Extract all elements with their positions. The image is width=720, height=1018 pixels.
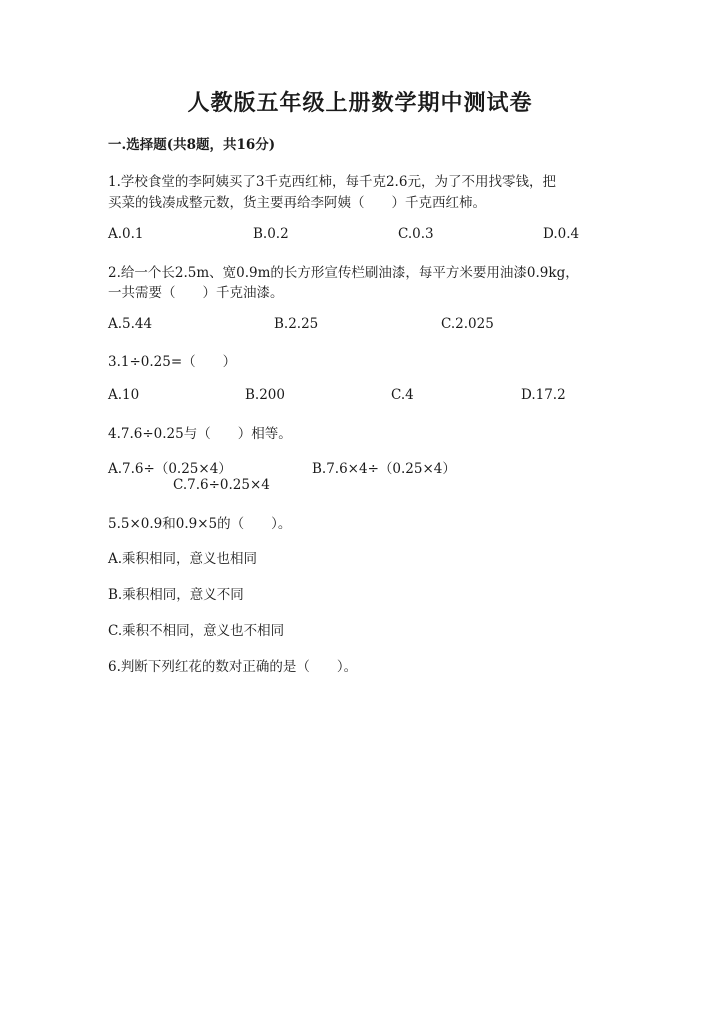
question-5-option-b: B.乘积相同，意义不同 xyxy=(108,587,244,603)
question-3-option-b: B.200 xyxy=(245,387,285,403)
question-1-option-b: B.0.2 xyxy=(253,226,289,242)
page-title: 人教版五年级上册数学期中测试卷 xyxy=(187,90,533,116)
question-3-option-c: C.4 xyxy=(391,387,414,403)
question-2-line-1: 2.给一个长2.5m、宽0.9m的长方形宣传栏刷油漆，每平方米要用油漆0.9kg， xyxy=(108,265,579,281)
question-1-option-c: C.0.3 xyxy=(398,226,434,242)
question-2-line-2: 一共需要（ ）千克油漆。 xyxy=(108,285,284,301)
question-2-option-c: C.2.025 xyxy=(441,316,494,332)
question-3-option-a: A.10 xyxy=(108,387,140,403)
question-3-option-d: D.17.2 xyxy=(521,387,566,403)
question-4-option-c: C.7.6÷0.25×4 xyxy=(173,477,270,493)
question-5-line-1: 5.5×0.9和0.9×5的（ ）。 xyxy=(108,516,292,532)
question-1-option-a: A.0.1 xyxy=(108,226,144,242)
question-6-line-1: 6.判断下列红花的数对正确的是（ ）。 xyxy=(108,659,358,675)
question-2-option-a: A.5.44 xyxy=(108,316,153,332)
question-1-line-2: 买菜的钱凑成整元数，货主要再给李阿姨（ ）千克西红柿。 xyxy=(108,195,486,211)
section-heading: 一.选择题(共8题，共16分) xyxy=(108,137,276,153)
question-4-option-b: B.7.6×4÷（0.25×4） xyxy=(312,461,456,477)
question-5-option-c: C.乘积不相同，意义也不相同 xyxy=(108,623,285,639)
question-4-line-1: 4.7.6÷0.25与（ ）相等。 xyxy=(108,426,292,442)
question-2-option-b: B.2.25 xyxy=(274,316,319,332)
question-4-option-a: A.7.6÷（0.25×4） xyxy=(108,461,232,477)
question-1-option-d: D.0.4 xyxy=(543,226,580,242)
question-1-line-1: 1.学校食堂的李阿姨买了3千克西红柿，每千克2.6元，为了不用找零钱，把 xyxy=(108,174,556,190)
question-5-option-a: A.乘积相同，意义也相同 xyxy=(108,551,258,567)
question-3-line-1: 3.1÷0.25=（ ） xyxy=(108,354,237,370)
